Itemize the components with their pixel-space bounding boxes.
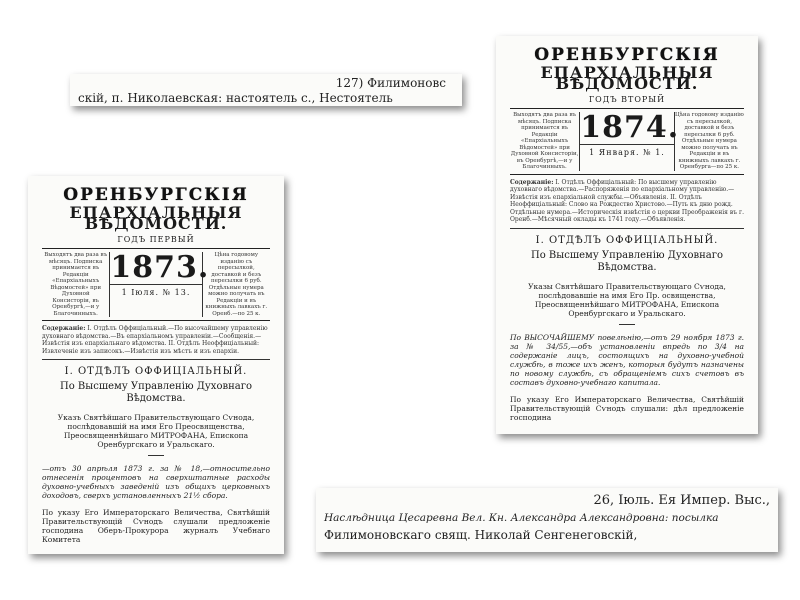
decree-heading: Указъ Святѣйшаго Правительствующаго Сѵнода, послѣдовавшій на имя Его Преосвященства, Преосвященнѣйшаго МИТРОФАНА, Епископа Оренбургскаго и Уральскаго. xyxy=(57,413,255,449)
issue-block xyxy=(579,110,680,171)
decree-body: По указу Его Императорскаго Величества, Святѣйшій Правительствующій Сѵнодъ слушали: дѣл предложеніе господина xyxy=(510,394,744,422)
strip-top-line1: 127) Филимоновс xyxy=(335,76,446,90)
divider xyxy=(42,359,270,360)
contents-label: Содержаніе: xyxy=(510,178,554,186)
subscription-info: Выходятъ два раза въ мѣсяцъ. Подписка принимается въ Редакціи «Епархіальныхъ Вѣдомостей» при Духовной Консисторіи, въ Оренбургѣ,—и у Благочинныхъ. xyxy=(510,112,579,170)
contents-label: Содержаніе: xyxy=(42,325,86,332)
decree-text-italic: По ВЫСОЧАЙШЕМУ повелѣнію,—отъ 29 ноября 1873 г. за № 34/55,—объ установленіи впредь по 3/4 на содержаніе лицъ, состоящихъ на духовно-учебной службѣ, в тоже ихъ женъ, которыя будутъ назначены по новому службѣ, съ обращеніемъ сихъ счетовъ въ составъ духовно-учебнаго капитала. xyxy=(510,332,744,387)
header-box xyxy=(510,108,744,175)
divider-dash xyxy=(619,324,635,325)
header-box xyxy=(42,248,270,321)
contents xyxy=(42,325,270,355)
decree-text xyxy=(510,333,744,387)
issue-year: 1873. xyxy=(110,250,210,285)
contents xyxy=(510,179,744,224)
clipping-strip-bottom xyxy=(316,488,778,552)
masthead: ОРЕНБУРГСКІЯ xyxy=(63,185,249,205)
issue-date: 1 Іюля. № 13. xyxy=(110,284,201,298)
strip-bottom-line3: Филимоновскаго свящ. Николай Сенгенеговскій, xyxy=(324,528,638,542)
newspaper-page-1874 xyxy=(496,36,758,434)
section-title: I. ОТДѢЛЪ ОФФИЦІАЛЬНЫЙ. xyxy=(535,234,719,246)
divider xyxy=(510,228,744,229)
section-title: I. ОТДѢЛЪ ОФФИЦІАЛЬНЫЙ. xyxy=(64,366,248,377)
strip-bottom-line2: Наслѣдница Цесаревна Вел. Кн. Александра Александровна: посылка xyxy=(324,512,719,524)
masthead: ОРЕНБУРГСКІЯ xyxy=(534,45,720,65)
issue-year: 1874. xyxy=(580,110,680,145)
strip-bottom-line1: 26, Іюль. Ея Импер. Выс., xyxy=(593,493,770,508)
section-subtitle: По Высшему Управленію Духовнаго Вѣдомства. xyxy=(60,381,252,404)
page-title: ЕПАРХІАЛЬНЫЯ ВѢДОМОСТИ. xyxy=(540,63,714,93)
decree-text-italic: —отъ 30 апрѣля 1873 г. за № 18,—относительно отнесенія процентовъ на сверхштатные расходы духовно-учебныхъ заведеній изъ общихъ церковныхъ доходовъ, сверхъ установленныхъ 21½ сбора. xyxy=(42,464,270,500)
price-info: Цѣна годовому изданію съ пересылкой, доставкой и безъ пересылки 6 руб. Отдѣльные нумера можно получать въ Редакціи и въ книжныхъ лавкахъ г. Оренбурга—по 25 к. xyxy=(674,112,744,170)
decree-heading: Указы Святѣйшаго Правительствующаго Сѵнода, послѣдовавшіе на имя Его Пр. освященства, Преосвященнѣйшаго МИТРОФАНА, Епископа Оренбургскаго и Уральскаго. xyxy=(528,281,726,318)
strip-top-line2: скій, п. Николаевская: настоятель с., Нестоятель xyxy=(78,91,393,105)
year-line: ГОДЪ ПЕРВЫЙ xyxy=(117,235,195,244)
page-title: ЕПАРХІАЛЬНЫЯ ВѢДОМОСТИ. xyxy=(69,203,243,233)
newspaper-page-1873 xyxy=(28,176,284,554)
price-info: Цѣна годовому изданію съ пересылкой, доставкой и безъ пересылки 6 руб. Отдѣльные нумера можно получать въ Редакціи и въ книжныхъ лавкахъ г. Оренб.—по 25 к. xyxy=(205,252,268,317)
decree-body: По указу Его Императорскаго Величества, Святѣйшій Правительствующій Сѵнодъ слушали предложеніе господина Оберъ-Прокурора журналъ Учебнаго Комитета xyxy=(42,508,270,544)
contents-text: I. Отдѣлъ Оффиціальный.—По высочайшему управленію духовнаго вѣдомства.—Въ епархіальномъ управленіи.—Сообщенія.—Извѣстія изъ епархіальнаго вѣдомства. II. Отдѣлъ Неоффиціальный: Извлеченіе изъ записокъ.—Извѣстія изъ мѣстъ и изъ епархіи. xyxy=(42,325,268,355)
section-subtitle: По Высшему Управленію Духовнаго Вѣдомства. xyxy=(531,249,723,273)
decree-text xyxy=(42,464,270,500)
issue-block xyxy=(109,250,210,317)
year-line: ГОДЪ ВТОРЫЙ xyxy=(588,95,666,104)
clipping-strip-top xyxy=(70,74,462,106)
contents-text: I. Отдѣлъ Оффиціальный: По высшему управленію духовнаго вѣдомства.—Распоряженія по епархіальному управленію.—Извѣстія изъ епархіальной службы.—Объявленія. II. Отдѣлъ Неоффиціальный: Слово на Рождество Христово.—Путь къ дню рожд. Отдѣльные нумера.—Историческія извѣстія о церкви Преображенія въ г. Оренб.—Мѣсячный оклады къ 1741 году.—Объявленія. xyxy=(510,178,744,223)
divider-dash xyxy=(148,455,164,456)
subscription-info: Выходятъ два раза въ мѣсяцъ. Подписка принимается въ Редакціи «Епархіальныхъ Вѣдомостей» при Духовной Консисторіи, въ Оренбургѣ,—и у Благочинныхъ. xyxy=(44,252,108,317)
issue-date: 1 Января. № 1. xyxy=(580,144,674,158)
